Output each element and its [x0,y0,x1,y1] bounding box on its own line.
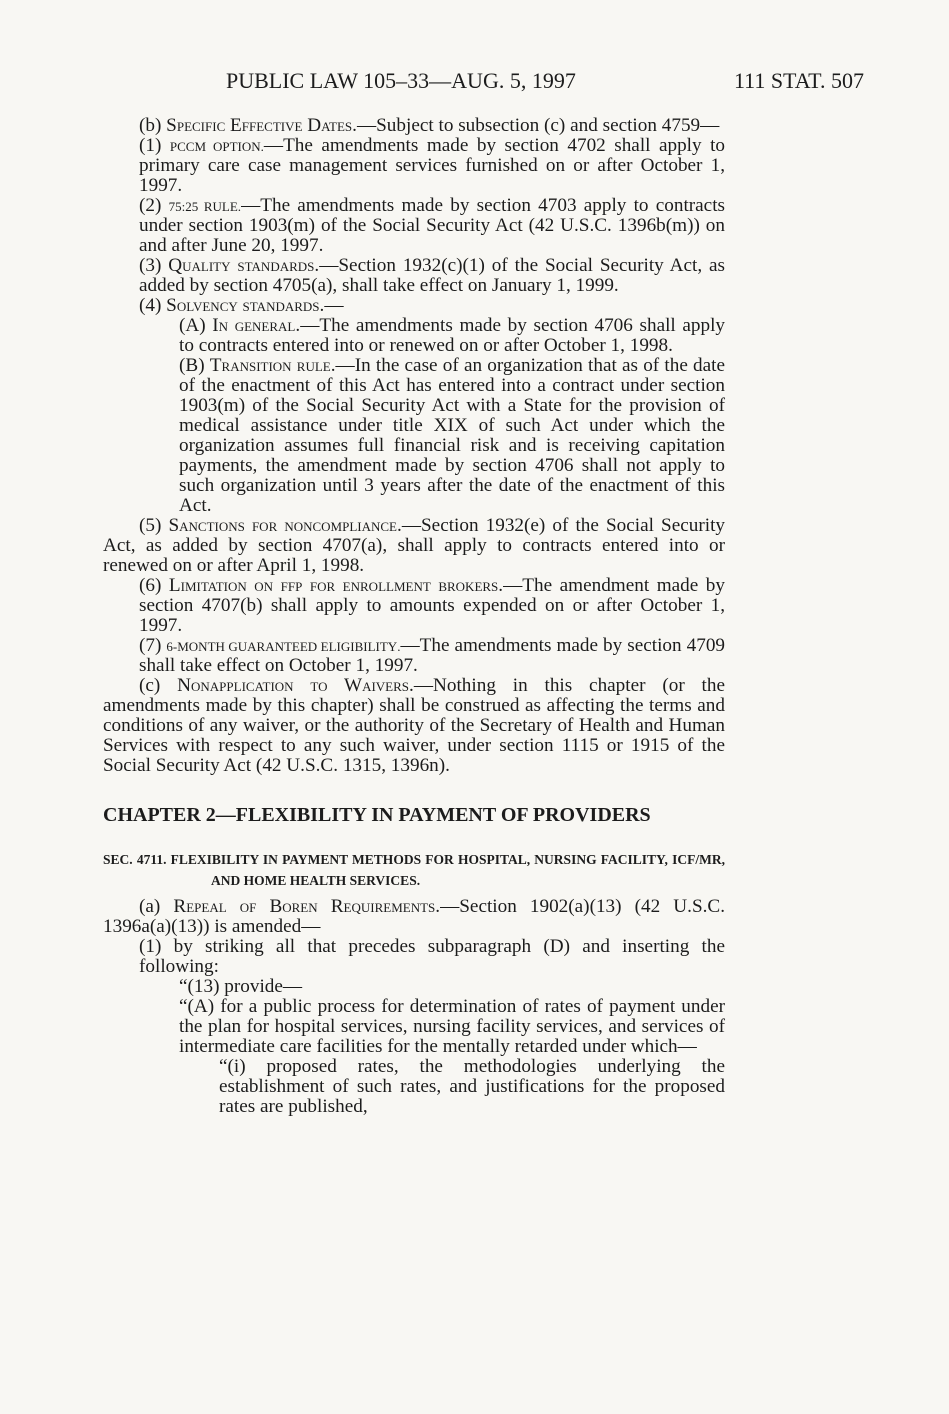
page-number: 111 STAT. 507 [733,68,864,93]
subsection-c-number: (c) [139,675,161,696]
paragraph-4-text: — [324,295,344,316]
paragraph-1 [103,136,725,196]
paragraph-4-number: (4) [139,295,162,316]
paragraph-6-heading: Limitation on ffp for enrollment brokers. [168,575,504,596]
paragraph-5-heading: Sanctions for noncompliance. [168,515,402,536]
paragraph-2-text: —The amendments made by section 4703 apply to contracts under section 1903(m) of the Social Security Act (42 U.S.C. 1396b(m)) on and after June 20, 1997. [139,195,725,256]
subparagraph-4a-heading: In general. [212,315,301,336]
paragraph-1-number: (1) [139,135,162,156]
paragraph-4-heading: Solvency standards. [166,295,325,316]
amendment-paragraph-1-text: by striking all that precedes subparagraph (D) and inserting the following: [139,936,725,977]
quoted-subparagraph-a: “(A) for a public process for determination of rates of payment under the plan for hospital services, nursing facility services, and services of intermediate care facilities for the mentally retarded under which— [179,996,725,1057]
paragraph-5 [103,516,725,576]
paragraph-7-number: (7) [139,635,162,656]
subparagraph-4a-number: (A) [179,315,206,336]
subparagraph-4b-heading: Transition rule. [209,355,336,376]
section-title: FLEXIBILITY IN PAYMENT METHODS FOR HOSPITAL, NURSING FACILITY, ICF/MR, AND HOME HEALTH SERVICES. [170,852,725,888]
paragraph-3 [103,256,725,296]
amendment-paragraph-1-number: (1) [139,936,162,957]
paragraph-1-heading: PCCM option. [169,135,264,156]
amendment-paragraph-1 [103,937,725,977]
subparagraph-4b-number: (B) [179,355,205,376]
paragraph-7 [103,636,725,676]
paragraph-1-text: —The amendments made by section 4702 shall apply to primary care case management services furnished on or after October 1, 1997. [139,135,726,196]
paragraph-4 [103,296,725,316]
subsection-a [103,897,725,937]
paragraph-7-text: —The amendments made by section 4709 shall take effect on October 1, 1997. [139,635,726,676]
header-title: PUBLIC LAW 105–33—AUG. 5, 1997 [226,68,576,93]
paragraph-3-heading: Quality standards. [168,255,320,276]
paragraph-6 [103,576,725,636]
running-header [0,66,949,96]
subsection-b-number: (b) [139,115,162,136]
quoted-clause-i: “(i) proposed rates, the methodologies underlying the establishment of such rates, and justifications for the proposed rates are published, [219,1056,725,1117]
subsection-a-number: (a) [139,896,161,917]
subsection-c [103,676,725,776]
subparagraph-4a-text: —The amendments made by section 4706 shall apply to contracts entered into or renewed on or after October 1, 1998. [179,315,726,356]
subsection-b-heading: Specific Effective Dates. [166,115,357,136]
paragraph-2-number: (2) [139,195,162,216]
paragraph-3-text: —Section 1932(c)(1) of the Social Security Act, as added by section 4705(a), shall take effect on January 1, 1999. [139,255,725,296]
subsection-b-text: —Subject to subsection (c) and section 4759— [356,115,720,136]
paragraph-2-heading: 75:25 rule. [168,195,242,216]
paragraph-5-number: (5) [139,515,162,536]
subparagraph-4a [103,316,725,356]
subsection-c-heading: Nonapplication to Waivers. [177,675,414,696]
document-body [103,116,725,1117]
subparagraph-4b-text: —In the case of an organization that as of the date of the enactment of this Act has entered into a contract under section 1903(m) of the Social Security Act with a State for the provision of medical assistance under title XIX of such Act under which the organization assumes full financial risk and is receiving capitation payments, the amendment made by section 4706 shall not apply to such organization until 3 years after the date of the enactment of this Act. [179,355,725,516]
section-heading [103,849,725,891]
paragraph-3-number: (3) [139,255,162,276]
paragraph-5-text: —Section 1932(e) of the Social Security Act, as added by section 4707(a), shall apply to contracts entered into or renewed on or after April 1, 1998. [103,515,725,576]
paragraph-6-number: (6) [139,575,162,596]
subsection-c-text: —Nothing in this chapter (or the amendments made by this chapter) shall be construed as affecting the terms and conditions of any waiver, or the authority of the Secretary of Health and Human Services with respect to any such waiver, under section 1115 or 1915 of the Social Security Act (42 U.S.C. 1315, 1396n). [103,675,725,776]
subsection-a-text: —Section 1902(a)(13) (42 U.S.C. 1396a(a)(13)) is amended— [103,896,726,937]
section-label: SEC. 4711. [103,852,167,867]
paragraph-2 [103,196,725,256]
paragraph-7-heading: 6-month guaranteed eligibility. [166,635,401,656]
paragraph-6-text: —The amendment made by section 4707(b) shall apply to amounts expended on or after October 1, 1997. [139,575,725,636]
subparagraph-4b [103,356,725,516]
subsection-b [103,116,725,136]
chapter-heading: CHAPTER 2—FLEXIBILITY IN PAYMENT OF PROVIDERS [103,804,651,826]
subsection-a-heading: Repeal of Boren Requirements. [173,896,441,917]
quoted-paragraph-13: “(13) provide— [179,976,303,997]
